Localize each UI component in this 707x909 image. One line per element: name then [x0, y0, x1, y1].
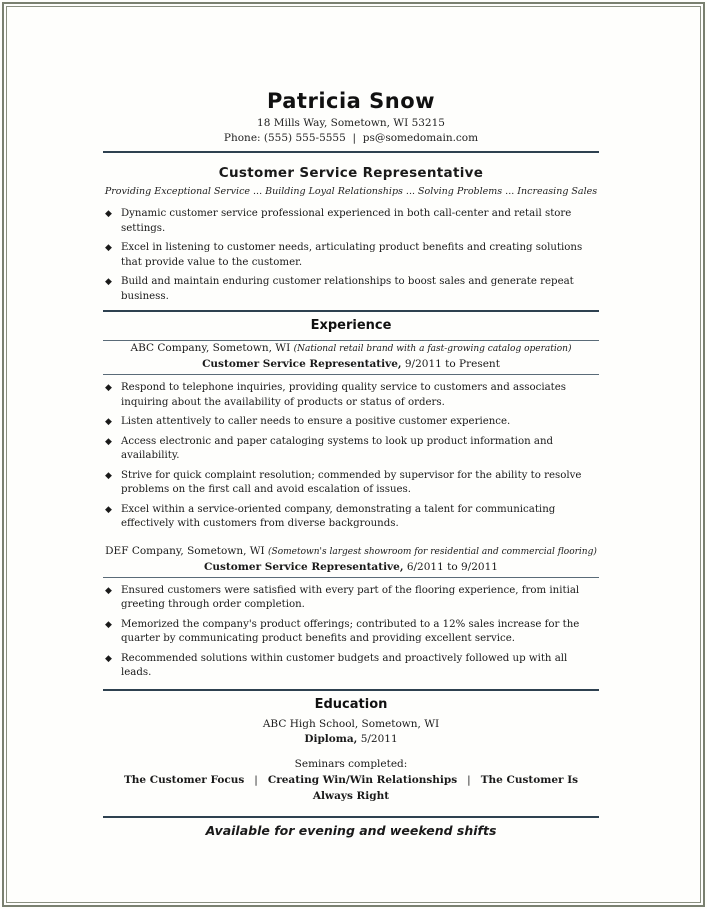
- list-item: ◆ Recommended solutions within customer budgets and proactively followed up with all leads.: [105, 652, 568, 678]
- seminar-item: The Customer Focus: [123, 773, 245, 786]
- diamond-bullet-icon: ◆: [105, 504, 112, 515]
- job-company-line: [103, 544, 599, 560]
- divider: [103, 151, 599, 153]
- company-description: (Sometown's largest showroom for residential and commercial flooring): [268, 546, 597, 557]
- divider: [103, 689, 599, 691]
- school: ABC High School, Sometown, WI: [262, 717, 440, 730]
- degree-date: 5/2011: [360, 732, 398, 745]
- list-item: ◆ Respond to telephone inquiries, providing quality service to customers and associates inquiring about the availability of products or status of orders.: [105, 382, 567, 408]
- diamond-bullet-icon: ◆: [105, 653, 112, 664]
- divider: [103, 374, 599, 375]
- job-bullets: [103, 584, 599, 681]
- seminar-separator: |: [467, 773, 471, 786]
- divider: [103, 310, 599, 312]
- job-title: Customer Service Representative,: [202, 358, 402, 370]
- job-bullets: [103, 381, 599, 532]
- tagline: Providing Exceptional Service ... Building Loyal Relationships ... Solving Problems ... Increasing Sales: [104, 186, 598, 197]
- list-item: ◆ Access electronic and paper cataloging systems to look up product information and availability.: [105, 435, 554, 461]
- divider: [103, 577, 599, 578]
- list-item: ◆ Excel within a service-oriented company, demonstrating a talent for communicating effectively with customers from diverse backgrounds.: [105, 503, 556, 529]
- diamond-bullet-icon: ◆: [105, 277, 112, 287]
- diamond-bullet-icon: ◆: [105, 436, 112, 447]
- seminar-item: Creating Win/Win Relationships: [267, 773, 458, 786]
- degree: Diploma,: [304, 732, 358, 745]
- job-company-line: [103, 341, 599, 357]
- list-item: ◆ Excel in listening to customer needs, articulating product benefits and creating solutions that provide value to the customer.: [105, 242, 583, 268]
- diamond-bullet-icon: ◆: [105, 417, 112, 427]
- job-title: Customer Service Representative,: [204, 560, 404, 573]
- contact-line: [103, 131, 599, 146]
- company-description: (National retail brand with a fast-growing catalog operation): [293, 344, 572, 354]
- job-dates: 9/2011 to Present: [404, 358, 500, 370]
- email-link[interactable]: ps@somedomain.com: [362, 132, 479, 144]
- list-item: ◆ Memorized the company's product offerings; contributed to a 12% sales increase for the quarter by communicating product benefits and providing excellent service.: [105, 618, 580, 644]
- resume-page: [103, 88, 599, 840]
- seminar-item: The Customer Is Always Right: [312, 773, 579, 802]
- diamond-bullet-icon: ◆: [105, 585, 112, 596]
- job-title-line: [103, 560, 599, 575]
- diamond-bullet-icon: ◆: [105, 470, 112, 481]
- diamond-bullet-icon: ◆: [105, 619, 112, 630]
- diamond-bullet-icon: ◆: [105, 209, 112, 219]
- company-name: ABC Company, Sometown, WI: [130, 342, 291, 354]
- job-target-title: Customer Service Representative: [218, 165, 484, 181]
- seminar-separator: |: [254, 773, 258, 786]
- job-dates: 6/2011 to 9/2011: [406, 560, 498, 573]
- seminars-list: [103, 772, 599, 804]
- degree-line: [103, 732, 599, 747]
- candidate-name: Patricia Snow: [266, 89, 436, 113]
- company-name: DEF Company, Sometown, WI: [105, 544, 265, 557]
- phone: Phone: (555) 555-5555: [223, 132, 346, 144]
- education-heading: Education: [314, 696, 388, 712]
- divider: [103, 816, 599, 818]
- seminars-label: Seminars completed:: [294, 757, 408, 770]
- experience-heading: Experience: [310, 318, 392, 333]
- list-item: ◆ Build and maintain enduring customer relationships to boost sales and generate repeat business.: [105, 276, 574, 302]
- list-item: ◆ Listen attentively to caller needs to ensure a positive customer experience.: [103, 415, 599, 430]
- diamond-bullet-icon: ◆: [105, 243, 112, 253]
- availability-note: Available for evening and weekend shifts: [205, 822, 497, 838]
- diamond-bullet-icon: ◆: [105, 383, 112, 393]
- address: 18 Mills Way, Sometown, WI 53215: [257, 117, 445, 129]
- list-item: ◆ Ensured customers were satisfied with every part of the flooring experience, from initial greeting through order completion.: [105, 584, 580, 610]
- list-item: ◆ Dynamic customer service professional experienced in both call-center and retail store settings.: [105, 208, 572, 234]
- job-title-line: [103, 357, 599, 372]
- contact-separator: |: [352, 132, 357, 144]
- summary-bullets: [103, 207, 599, 304]
- list-item: ◆ Strive for quick complaint resolution; commended by supervisor for the ability to resolve problems on the first call and avoid escalation of issues.: [105, 469, 582, 495]
